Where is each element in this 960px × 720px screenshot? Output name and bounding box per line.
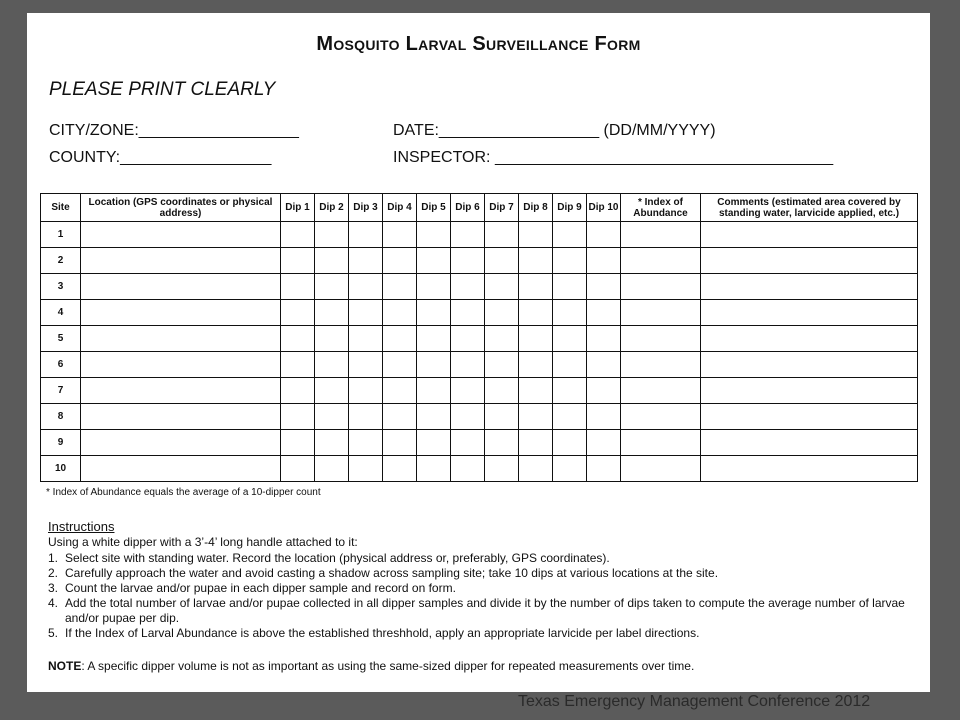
entry-cell[interactable]	[315, 274, 349, 300]
entry-cell[interactable]	[485, 326, 519, 352]
entry-cell[interactable]	[383, 248, 417, 274]
column-header: Site	[41, 194, 81, 222]
entry-cell[interactable]	[349, 352, 383, 378]
entry-cell[interactable]	[553, 326, 587, 352]
entry-cell[interactable]	[621, 456, 701, 482]
entry-cell[interactable]	[417, 404, 451, 430]
entry-cell[interactable]	[349, 456, 383, 482]
instruction-step	[48, 566, 908, 581]
entry-cell[interactable]	[281, 404, 315, 430]
site-number: 5	[41, 326, 81, 352]
entry-cell[interactable]	[315, 352, 349, 378]
entry-cell[interactable]	[281, 456, 315, 482]
entry-cell[interactable]	[281, 274, 315, 300]
table-row	[41, 456, 918, 482]
entry-cell[interactable]	[383, 456, 417, 482]
entry-cell[interactable]	[485, 274, 519, 300]
site-number: 1	[41, 222, 81, 248]
column-header: Dip 9	[553, 194, 587, 222]
entry-cell[interactable]	[81, 274, 281, 300]
column-header: Dip 6	[451, 194, 485, 222]
entry-cell[interactable]	[81, 378, 281, 404]
entry-cell[interactable]	[621, 430, 701, 456]
site-number: 9	[41, 430, 81, 456]
entry-cell[interactable]	[519, 378, 553, 404]
entry-cell[interactable]	[519, 430, 553, 456]
table-row	[41, 404, 918, 430]
entry-cell[interactable]	[81, 248, 281, 274]
column-header: Dip 3	[349, 194, 383, 222]
inspector-field: INSPECTOR: ______________________________________	[393, 149, 834, 166]
entry-cell[interactable]	[701, 378, 918, 404]
entry-cell[interactable]	[519, 326, 553, 352]
entry-cell[interactable]	[383, 274, 417, 300]
site-number: 10	[41, 456, 81, 482]
entry-cell[interactable]	[281, 378, 315, 404]
note-body: : A specific dipper volume is not as important as using the same-sized dipper for repeated measurements over time.	[81, 659, 695, 673]
entry-cell[interactable]	[519, 248, 553, 274]
entry-cell[interactable]	[451, 456, 485, 482]
entry-cell[interactable]	[281, 248, 315, 274]
step-text: Carefully approach the water and avoid casting a shadow across sampling site; take 10 dips at various locations at the site.	[65, 566, 719, 580]
column-header: Dip 5	[417, 194, 451, 222]
entry-cell[interactable]	[485, 404, 519, 430]
entry-cell[interactable]	[451, 404, 485, 430]
entry-cell[interactable]	[315, 430, 349, 456]
column-header: Dip 8	[519, 194, 553, 222]
site-number: 3	[41, 274, 81, 300]
entry-cell[interactable]	[417, 430, 451, 456]
instruction-step	[48, 626, 908, 641]
site-number: 4	[41, 300, 81, 326]
entry-cell[interactable]	[417, 248, 451, 274]
entry-cell[interactable]	[485, 430, 519, 456]
column-header: Location (GPS coordinates or physical address)	[81, 194, 281, 222]
table-row	[41, 248, 918, 274]
entry-cell[interactable]	[587, 274, 621, 300]
entry-cell[interactable]	[587, 430, 621, 456]
entry-cell[interactable]	[553, 404, 587, 430]
entry-cell[interactable]	[451, 248, 485, 274]
entry-cell[interactable]	[383, 300, 417, 326]
site-number: 2	[41, 248, 81, 274]
entry-cell[interactable]	[519, 456, 553, 482]
entry-cell[interactable]	[587, 404, 621, 430]
entry-cell[interactable]	[451, 352, 485, 378]
step-number: 3.	[48, 581, 59, 595]
entry-cell[interactable]	[519, 404, 553, 430]
entry-cell[interactable]	[553, 274, 587, 300]
entry-cell[interactable]	[383, 430, 417, 456]
table-row	[41, 274, 918, 300]
entry-cell[interactable]	[587, 352, 621, 378]
step-text: Select site with standing water. Record the location (physical address or, preferably, GPS coordinates).	[65, 551, 610, 565]
entry-cell[interactable]	[519, 222, 553, 248]
abundance-footnote: * Index of Abundance equals the average of a 10-dipper count	[46, 487, 321, 498]
entry-cell[interactable]	[701, 222, 918, 248]
entry-cell[interactable]	[553, 456, 587, 482]
entry-cell[interactable]	[587, 378, 621, 404]
entry-cell[interactable]	[553, 248, 587, 274]
table-row	[41, 430, 918, 456]
column-header: Dip 4	[383, 194, 417, 222]
entry-cell[interactable]	[587, 300, 621, 326]
form-sheet	[27, 13, 930, 692]
column-header: Dip 10	[587, 194, 621, 222]
entry-cell[interactable]	[315, 300, 349, 326]
entry-cell[interactable]	[349, 274, 383, 300]
entry-cell[interactable]	[553, 222, 587, 248]
entry-cell[interactable]	[701, 300, 918, 326]
entry-cell[interactable]	[587, 456, 621, 482]
entry-cell[interactable]	[417, 352, 451, 378]
entry-cell[interactable]	[349, 430, 383, 456]
instructions-intro: Using a white dipper with a 3’-4’ long handle attached to it:	[48, 535, 358, 549]
entry-cell[interactable]	[485, 456, 519, 482]
entry-cell[interactable]	[485, 222, 519, 248]
entry-cell[interactable]	[281, 430, 315, 456]
entry-cell[interactable]	[81, 404, 281, 430]
entry-cell[interactable]	[281, 222, 315, 248]
entry-cell[interactable]	[315, 378, 349, 404]
entry-cell[interactable]	[417, 274, 451, 300]
entry-cell[interactable]	[621, 248, 701, 274]
entry-cell[interactable]	[281, 326, 315, 352]
instruction-step	[48, 581, 908, 596]
entry-cell[interactable]	[315, 248, 349, 274]
entry-cell[interactable]	[701, 248, 918, 274]
date-field: DATE:__________________ (DD/MM/YYYY)	[393, 122, 716, 139]
entry-cell[interactable]	[81, 222, 281, 248]
entry-cell[interactable]	[621, 404, 701, 430]
entry-cell[interactable]	[553, 430, 587, 456]
print-clearly-notice: PLEASE PRINT CLEARLY	[49, 79, 276, 100]
county-field: COUNTY:_________________	[49, 149, 272, 166]
note-text	[48, 659, 694, 673]
entry-cell[interactable]	[81, 352, 281, 378]
step-text: Add the total number of larvae and/or pupae collected in all dipper samples and divide it by the number of dips taken to compute the average number of larvae and/or pupae per dip.	[65, 596, 905, 625]
entry-cell[interactable]	[281, 300, 315, 326]
entry-cell[interactable]	[81, 430, 281, 456]
entry-cell[interactable]	[621, 222, 701, 248]
column-header: * Index of Abundance	[621, 194, 701, 222]
city-zone-field: CITY/ZONE:__________________	[49, 122, 299, 139]
entry-cell[interactable]	[701, 274, 918, 300]
site-number: 8	[41, 404, 81, 430]
step-text: If the Index of Larval Abundance is above the established threshhold, apply an appropriate larvicide per label directions.	[65, 626, 700, 640]
entry-cell[interactable]	[81, 326, 281, 352]
entry-cell[interactable]	[417, 326, 451, 352]
entry-cell[interactable]	[451, 274, 485, 300]
entry-cell[interactable]	[417, 300, 451, 326]
entry-cell[interactable]	[451, 430, 485, 456]
table-body	[41, 222, 918, 482]
entry-cell[interactable]	[349, 326, 383, 352]
table-row	[41, 222, 918, 248]
site-number: 6	[41, 352, 81, 378]
entry-cell[interactable]	[349, 222, 383, 248]
entry-cell[interactable]	[383, 222, 417, 248]
entry-cell[interactable]	[519, 352, 553, 378]
entry-cell[interactable]	[485, 352, 519, 378]
entry-cell[interactable]	[701, 326, 918, 352]
entry-cell[interactable]	[587, 326, 621, 352]
column-header: Dip 2	[315, 194, 349, 222]
note-label: NOTE	[48, 659, 82, 673]
entry-cell[interactable]	[315, 326, 349, 352]
table-header-row	[41, 194, 918, 222]
surveillance-table	[40, 193, 918, 482]
conference-caption: Texas Emergency Management Conference 2012	[518, 693, 871, 710]
entry-cell[interactable]	[621, 326, 701, 352]
table-row	[41, 378, 918, 404]
column-header: Dip 7	[485, 194, 519, 222]
entry-cell[interactable]	[81, 300, 281, 326]
column-header: Dip 1	[281, 194, 315, 222]
entry-cell[interactable]	[701, 456, 918, 482]
table-row	[41, 300, 918, 326]
entry-cell[interactable]	[349, 404, 383, 430]
entry-cell[interactable]	[587, 222, 621, 248]
entry-cell[interactable]	[621, 274, 701, 300]
step-number: 1.	[48, 551, 59, 565]
entry-cell[interactable]	[383, 404, 417, 430]
instruction-step	[48, 596, 908, 626]
table-row	[41, 352, 918, 378]
entry-cell[interactable]	[485, 248, 519, 274]
entry-cell[interactable]	[451, 378, 485, 404]
entry-cell[interactable]	[587, 248, 621, 274]
entry-cell[interactable]	[315, 456, 349, 482]
entry-cell[interactable]	[417, 456, 451, 482]
entry-cell[interactable]	[451, 326, 485, 352]
entry-cell[interactable]	[519, 300, 553, 326]
entry-cell[interactable]	[349, 378, 383, 404]
entry-cell[interactable]	[383, 378, 417, 404]
instructions-heading: Instructions	[48, 519, 115, 534]
instructions-list	[48, 551, 908, 641]
entry-cell[interactable]	[553, 300, 587, 326]
entry-cell[interactable]	[701, 430, 918, 456]
entry-cell[interactable]	[383, 326, 417, 352]
entry-cell[interactable]	[383, 352, 417, 378]
form-title: Mosquito Larval Surveillance Form	[316, 33, 641, 55]
entry-cell[interactable]	[451, 222, 485, 248]
entry-cell[interactable]	[451, 300, 485, 326]
entry-cell[interactable]	[621, 378, 701, 404]
entry-cell[interactable]	[315, 222, 349, 248]
entry-cell[interactable]	[417, 222, 451, 248]
entry-cell[interactable]	[349, 300, 383, 326]
entry-cell[interactable]	[553, 352, 587, 378]
entry-cell[interactable]	[485, 378, 519, 404]
entry-cell[interactable]	[281, 352, 315, 378]
table-row	[41, 326, 918, 352]
column-header: Comments (estimated area covered by standing water, larvicide applied, etc.)	[701, 194, 918, 222]
entry-cell[interactable]	[701, 352, 918, 378]
step-text: Count the larvae and/or pupae in each dipper sample and record on form.	[65, 581, 456, 595]
entry-cell[interactable]	[315, 404, 349, 430]
entry-cell[interactable]	[81, 456, 281, 482]
entry-cell[interactable]	[349, 248, 383, 274]
entry-cell[interactable]	[485, 300, 519, 326]
step-number: 4.	[48, 596, 59, 610]
entry-cell[interactable]	[621, 352, 701, 378]
instruction-step	[48, 551, 908, 566]
entry-cell[interactable]	[621, 300, 701, 326]
step-number: 2.	[48, 566, 59, 580]
site-number: 7	[41, 378, 81, 404]
step-number: 5.	[48, 626, 59, 640]
entry-cell[interactable]	[553, 378, 587, 404]
entry-cell[interactable]	[519, 274, 553, 300]
entry-cell[interactable]	[701, 404, 918, 430]
entry-cell[interactable]	[417, 378, 451, 404]
